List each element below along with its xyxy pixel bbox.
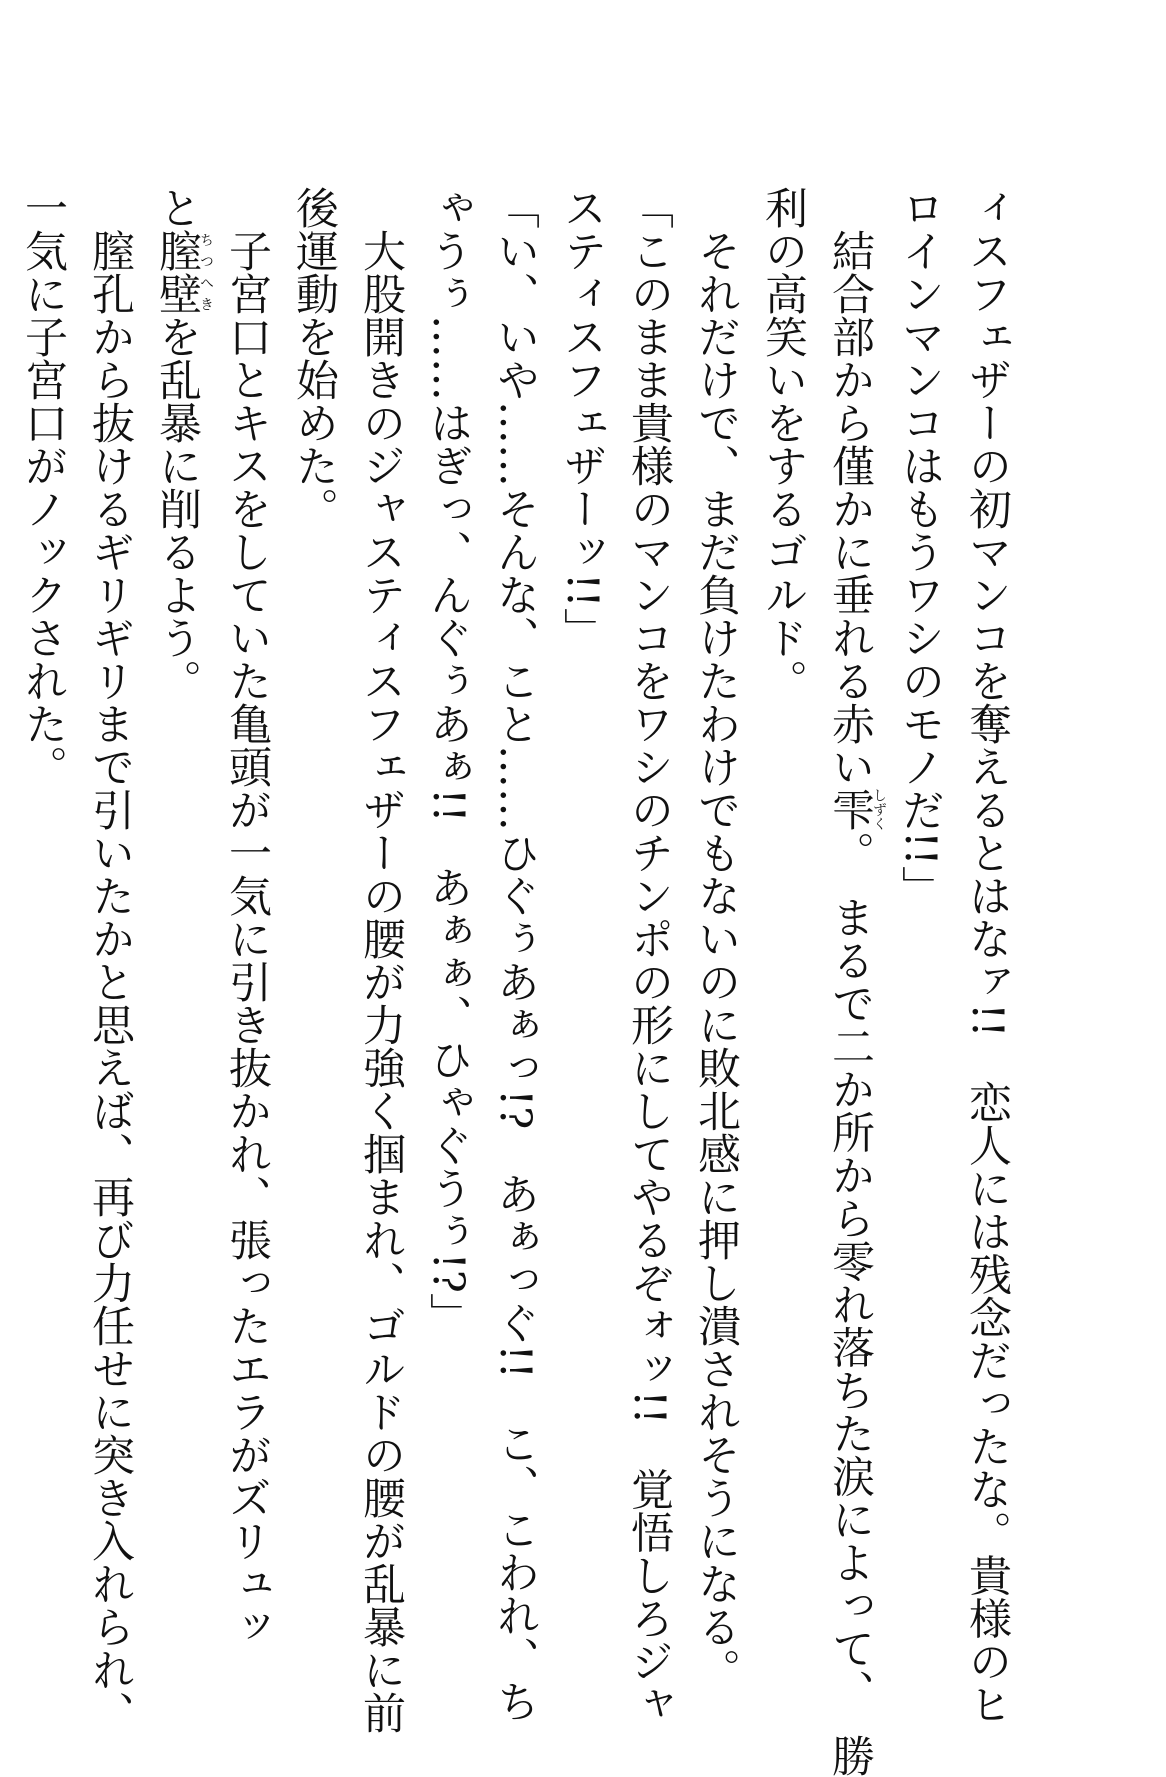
- text-line: 利の高笑いをするゴルド。: [758, 186, 808, 702]
- text-line: 子宮口とキスをしていた亀頭が一気に引き抜かれ、張ったエラがズリュッ: [222, 186, 272, 1648]
- ruby-base: 膣壁: [152, 229, 202, 315]
- text-line: 後運動を始めた。: [289, 186, 339, 530]
- ruby-chitsuheki: [152, 229, 214, 315]
- ruby-reading: ちつへき: [198, 229, 214, 315]
- text-segment: を乱暴に削るよう。: [152, 315, 202, 702]
- text-segment: と: [152, 186, 202, 229]
- ruby-shizuku: [825, 788, 887, 831]
- text-line: 「い、いや……そんな、こと……ひぐぅあぁっ!? あぁっぐ!! こ、こわれ、ち: [490, 186, 540, 1723]
- text-line: 膣孔から抜けるギリギリまで引いたかと思えば、再び力任せに突き入れられ、: [85, 186, 135, 1734]
- text-segment: 結合部から僅かに垂れる赤い: [825, 186, 875, 788]
- vertical-text-body: [9, 186, 1020, 1777]
- text-line: 「このまま貴様のマンコをワシのチンポの形にしてやるぞォッ!! 覚悟しろジャ: [624, 186, 674, 1726]
- text-line: ィスフェザーの初マンコを奪えるとはなァ!! 恋人には残念だったな。貴様のヒ: [962, 186, 1012, 1726]
- text-line: [816, 186, 887, 1777]
- ruby-reading: しずく: [871, 788, 887, 831]
- text-line: [143, 186, 213, 1506]
- text-segment: 。 まるで二か所から零れ落ちた涙によって、 勝: [825, 831, 875, 1777]
- text-line: ロインマンコはもうワシのモノだ!!」: [895, 186, 945, 909]
- ruby-base: 雫: [825, 788, 875, 831]
- text-line: ゃうぅ……はぎっ、んぐぅあぁ!! あぁぁ、ひゃぐうぅ!?」: [423, 186, 473, 1336]
- text-line: 大股開きのジャスティスフェザーの腰が力強く掴まれ、ゴルドの腰が乱暴に前: [356, 186, 406, 1734]
- text-line: それだけで、まだ負けたわけでもないのに敗北感に押し潰されそうになる。: [691, 186, 741, 1691]
- text-line: 一気に子宮口がノックされた。: [18, 186, 68, 788]
- text-line: スティスフェザーッ!!」: [557, 186, 607, 651]
